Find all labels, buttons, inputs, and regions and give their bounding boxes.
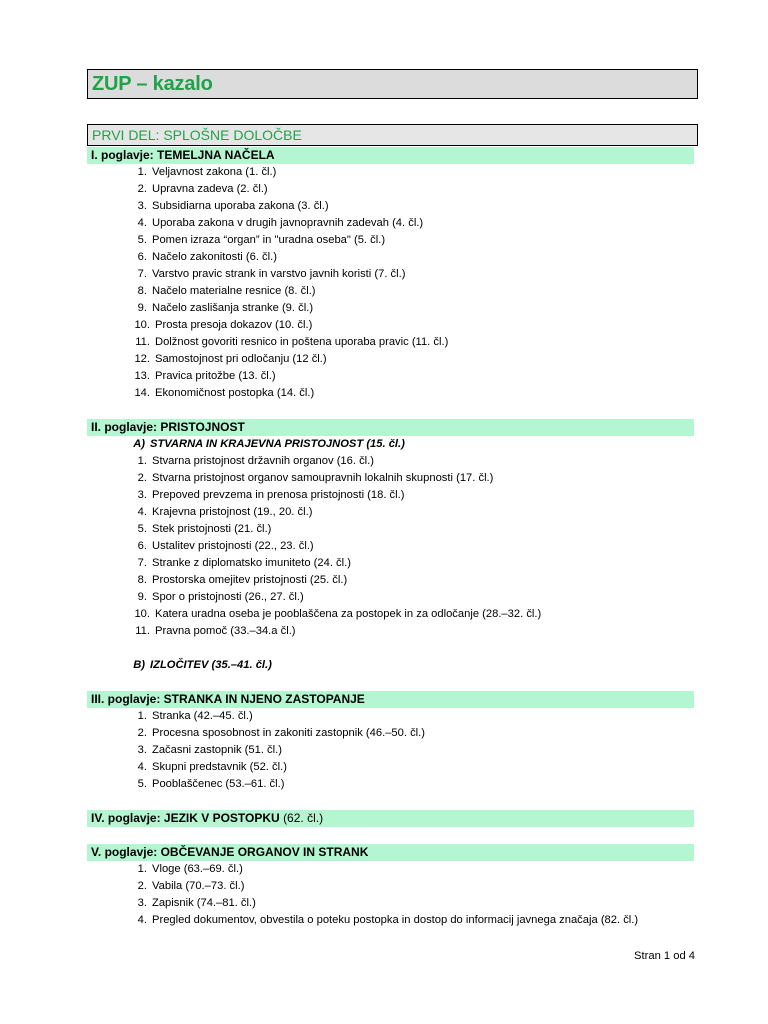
list-item-text: Pomen izraza “organ” in "uradna oseba" (5. čl.) — [152, 234, 386, 246]
subsection-heading — [0, 657, 768, 674]
list-item — [0, 453, 768, 470]
list-item-text: Uporaba zakona v drugih javnopravnih zadevah (4. čl.) — [152, 217, 424, 229]
list-item-text: Varstvo pravic strank in varstvo javnih koristi (7. čl.) — [152, 268, 406, 280]
list-item — [0, 759, 768, 776]
list-item-text: Pravica pritožbe (13. čl.) — [155, 370, 276, 382]
chapter-title: V. poglavje: OBČEVANJE ORGANOV IN STRANK — [91, 845, 369, 859]
list-item-text: Stvarna pristojnost organov samoupravnih lokalnih skupnosti (17. čl.) — [152, 472, 494, 484]
list-item-text: Načelo materialne resnice (8. čl.) — [152, 285, 316, 297]
subsection-heading — [0, 436, 768, 453]
list-item-text: Pregled dokumentov, obvestila o poteku postopka in dostop do informacij javnega značaja (82. čl.) — [152, 914, 639, 926]
list-item-text: Samostojnost pri odločanju (12 čl.) — [155, 353, 327, 365]
list-item — [0, 215, 768, 232]
list-item-number: 2. — [137, 880, 147, 892]
list-item-number: 9. — [137, 302, 147, 314]
list-item — [0, 385, 768, 402]
list-item — [0, 504, 768, 521]
list-item — [0, 878, 768, 895]
list-item-number: 4. — [137, 506, 147, 518]
list-item — [0, 521, 768, 538]
list-item-text: Subsidiarna uporaba zakona (3. čl.) — [152, 200, 329, 212]
list-item-text: Procesna sposobnost in zakoniti zastopnik (46.–50. čl.) — [152, 727, 426, 739]
spacer — [0, 402, 768, 419]
list-item — [0, 300, 768, 317]
list-item-number: 11. — [135, 336, 150, 348]
list-item — [0, 589, 768, 606]
chapter-title: II. poglavje: PRISTOJNOST — [91, 420, 245, 434]
spacer — [0, 674, 768, 691]
chapter-heading — [87, 419, 694, 436]
list-item-text: Katera uradna oseba je pooblaščena za postopek in za odločanje (28.–32. čl.) — [155, 608, 542, 620]
list-item — [0, 266, 768, 283]
list-item — [0, 895, 768, 912]
title-box — [87, 69, 698, 99]
list-item — [0, 708, 768, 725]
list-item-text: Stvarna pristojnost državnih organov (16. čl.) — [152, 455, 374, 467]
list-item — [0, 164, 768, 181]
list-item-number: 2. — [137, 472, 147, 484]
list-item — [0, 861, 768, 878]
list-item-text: Spor o pristojnosti (26., 27. čl.) — [152, 591, 304, 603]
list-item-text: Načelo zaslišanja stranke (9. čl.) — [152, 302, 314, 314]
chapter-title: IV. poglavje: JEZIK V POSTOPKU — [91, 811, 280, 825]
list-item-number: 11. — [135, 625, 150, 637]
list-item-text: Prepoved prevzema in prenosa pristojnosti (18. čl.) — [152, 489, 405, 501]
list-item-number: 10. — [134, 608, 150, 620]
list-item-number: 7. — [137, 268, 147, 280]
list-item — [0, 623, 768, 640]
list-item — [0, 487, 768, 504]
list-item — [0, 232, 768, 249]
list-item — [0, 368, 768, 385]
list-item-text: Načelo zakonitosti (6. čl.) — [152, 251, 277, 263]
list-item-number: 5. — [137, 778, 147, 790]
list-item-text: Krajevna pristojnost (19., 20. čl.) — [152, 506, 313, 518]
list-item-text: Prostorska omejitev pristojnosti (25. čl.) — [152, 574, 348, 586]
list-item-number: 4. — [137, 217, 147, 229]
list-item-text: Veljavnost zakona (1. čl.) — [152, 166, 277, 178]
list-item-number: 8. — [137, 574, 147, 586]
list-item-text: Dolžnost govoriti resnico in poštena uporaba pravic (11. čl.) — [155, 336, 449, 348]
list-item — [0, 249, 768, 266]
subsection-letter: B) — [133, 659, 145, 671]
list-item — [0, 776, 768, 793]
list-item — [0, 181, 768, 198]
list-item-number: 4. — [137, 914, 147, 926]
list-item-number: 1. — [137, 863, 147, 875]
list-item-number: 1. — [137, 166, 147, 178]
list-item — [0, 606, 768, 623]
chapter-heading — [87, 691, 694, 708]
list-item-text: Stranka (42.–45. čl.) — [152, 710, 253, 722]
list-item-number: 9. — [137, 591, 147, 603]
list-item-number: 10. — [134, 319, 150, 331]
list-item-text: Prosta presoja dokazov (10. čl.) — [155, 319, 313, 331]
list-item-number: 6. — [137, 540, 147, 552]
chapter-article-range: (62. čl.) — [283, 811, 324, 825]
list-item — [0, 470, 768, 487]
list-item-text: Skupni predstavnik (52. čl.) — [152, 761, 287, 773]
list-item-number: 1. — [137, 710, 147, 722]
list-item-number: 4. — [137, 761, 147, 773]
list-item-number: 14. — [134, 387, 150, 399]
list-item — [0, 538, 768, 555]
part-heading-box — [87, 124, 698, 146]
list-item-text: Pravna pomoč (33.–34.a čl.) — [155, 625, 296, 637]
list-item-number: 12. — [134, 353, 150, 365]
list-item — [0, 742, 768, 759]
list-item-text: Pooblaščenec (53.–61. čl.) — [152, 778, 285, 790]
list-item-number: 1. — [137, 455, 147, 467]
doc-title: ZUP – kazalo — [92, 72, 213, 95]
list-item-text: Ustalitev pristojnosti (22., 23. čl.) — [152, 540, 314, 552]
list-item-number: 5. — [137, 523, 147, 535]
part-title: PRVI DEL: SPLOŠNE DOLOČBE — [92, 127, 302, 143]
list-item-number: 13. — [134, 370, 150, 382]
list-item-text: Zapisnik (74.–81. čl.) — [152, 897, 256, 909]
subsection-letter: A) — [133, 438, 145, 450]
chapter-title: III. poglavje: STRANKA IN NJENO ZASTOPANJE — [91, 692, 365, 706]
chapter-heading — [87, 844, 694, 861]
list-item-text: Ekonomičnost postopka (14. čl.) — [155, 387, 315, 399]
list-item-text: Vloge (63.–69. čl.) — [152, 863, 243, 875]
chapter-heading — [87, 147, 694, 164]
list-item — [0, 572, 768, 589]
toc-content — [0, 147, 768, 929]
list-item — [0, 198, 768, 215]
list-item-number: 3. — [137, 200, 147, 212]
list-item-text: Upravna zadeva (2. čl.) — [152, 183, 268, 195]
spacer — [0, 827, 768, 844]
subsection-title: IZLOČITEV (35.–41. čl.) — [150, 659, 272, 671]
list-item-number: 5. — [137, 234, 147, 246]
list-item-number: 3. — [137, 744, 147, 756]
list-item — [0, 351, 768, 368]
list-item-number: 7. — [137, 557, 147, 569]
list-item-text: Začasni zastopnik (51. čl.) — [152, 744, 282, 756]
list-item-number: 3. — [137, 897, 147, 909]
list-item-text: Vabila (70.–73. čl.) — [152, 880, 245, 892]
list-item-text: Stek pristojnosti (21. čl.) — [152, 523, 272, 535]
spacer — [0, 640, 768, 657]
list-item — [0, 912, 768, 929]
list-item-number: 2. — [137, 727, 147, 739]
page-footer: Stran 1 od 4 — [634, 950, 695, 962]
list-item-number: 3. — [137, 489, 147, 501]
list-item — [0, 725, 768, 742]
list-item — [0, 555, 768, 572]
chapter-title: I. poglavje: TEMELJNA NAČELA — [91, 148, 275, 162]
list-item — [0, 317, 768, 334]
list-item-number: 8. — [137, 285, 147, 297]
subsection-title: STVARNA IN KRAJEVNA PRISTOJNOST (15. čl.) — [150, 438, 405, 450]
list-item — [0, 283, 768, 300]
chapter-heading — [87, 810, 694, 827]
list-item-number: 6. — [137, 251, 147, 263]
list-item — [0, 334, 768, 351]
list-item-number: 2. — [137, 183, 147, 195]
list-item-text: Stranke z diplomatsko imuniteto (24. čl.) — [152, 557, 351, 569]
spacer — [0, 793, 768, 810]
